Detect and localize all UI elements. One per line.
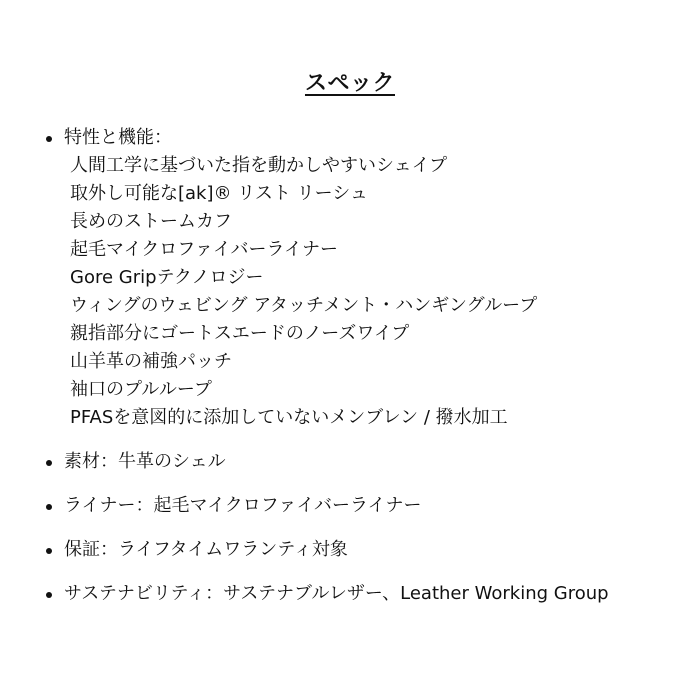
feature-item: 起毛マイクロファイバーライナー	[70, 239, 339, 260]
feature-item: 長めのストームカフ	[70, 211, 232, 232]
feature-item: PFASを意図的に添加していないメンブレン / 撥水加工	[70, 407, 508, 428]
spec-item-warranty: 保証：ライフタイムワランティ対象	[46, 536, 686, 564]
feature-item: Gore Gripテクノロジー	[70, 267, 264, 288]
spec-item-liner: ライナー：起毛マイクロファイバーライナー	[46, 492, 686, 520]
feature-item: 袖口のプルループ	[70, 379, 212, 400]
feature-list	[64, 152, 686, 432]
features-label: 特性と機能：	[64, 127, 172, 148]
spec-item-material: 素材：牛革のシェル	[46, 448, 686, 476]
feature-item: ウィングのウェビング アタッチメント・ハンギングループ	[70, 295, 538, 316]
page-title: スペック	[304, 71, 395, 96]
feature-item: 山羊革の補強パッチ	[70, 351, 232, 372]
spec-list	[46, 124, 686, 624]
spec-item-sustainability: サステナビリティ：サステナブルレザー、Leather Working Group	[46, 580, 686, 608]
spec-item-features	[46, 124, 686, 432]
feature-item: 人間工学に基づいた指を動かしやすいシェイプ	[70, 155, 448, 176]
feature-item: 取外し可能な[ak]® リスト リーシュ	[70, 183, 368, 204]
feature-item: 親指部分にゴートスエードのノーズワイプ	[70, 323, 410, 344]
